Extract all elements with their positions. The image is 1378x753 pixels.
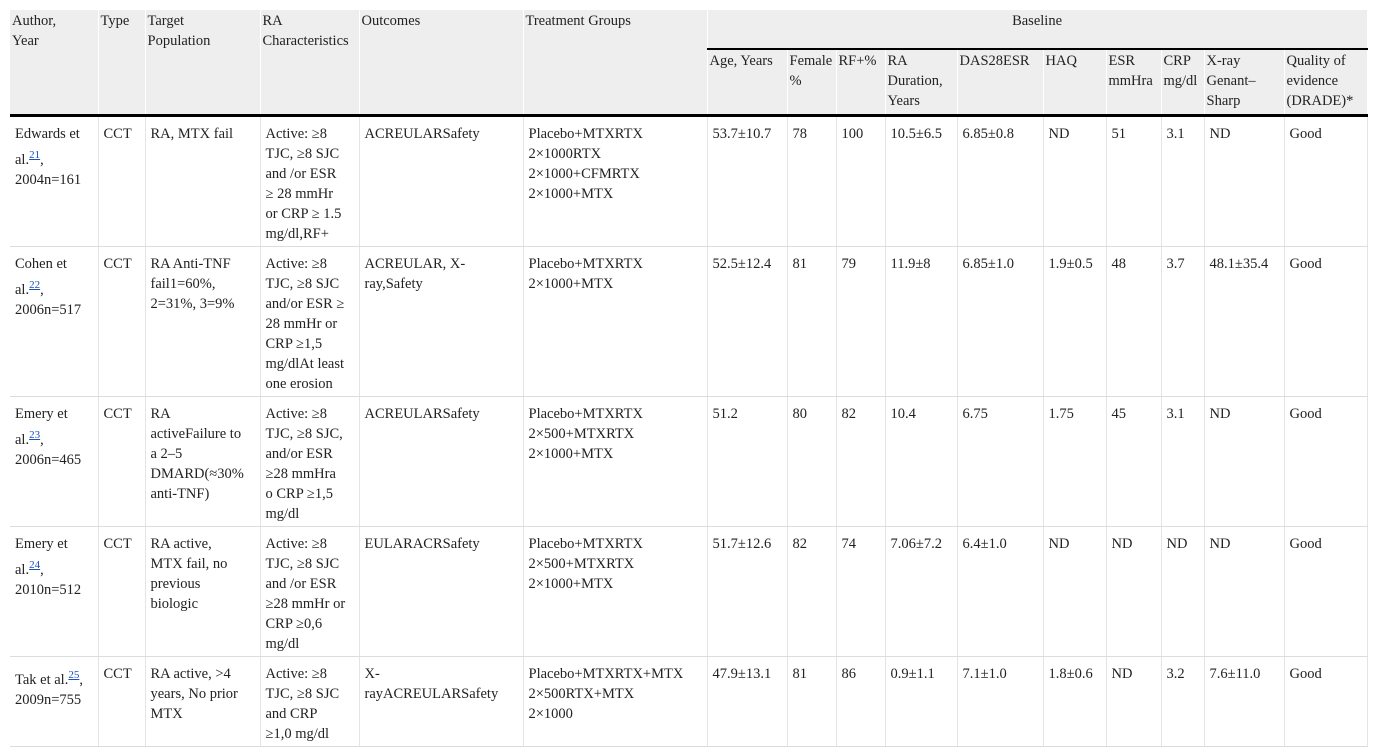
- cell-author-year: [10, 247, 98, 397]
- cell-line: rayACREULARSafety: [364, 686, 499, 702]
- cell-xray: ND: [1204, 527, 1284, 657]
- cell-quality: Good: [1284, 527, 1367, 657]
- cell-line: ray,Safety: [364, 276, 423, 292]
- cell-esr: 45: [1106, 397, 1161, 527]
- cell-treatment-groups: [523, 527, 707, 657]
- cell-ra-duration: 11.9±8: [885, 247, 957, 397]
- cell-target-population: [145, 116, 260, 247]
- cell-line: 2=31%, 3=9%: [150, 296, 235, 312]
- cell-author-year: [10, 527, 98, 657]
- cell-female: 82: [787, 527, 836, 657]
- cell-quality: Good: [1284, 247, 1367, 397]
- cell-ra-characteristics: [260, 657, 359, 747]
- cell-xray: ND: [1204, 116, 1284, 247]
- cell-line: Placebo+MTXRTX: [528, 406, 643, 422]
- cell-line: and /or ESR: [265, 166, 337, 182]
- cell-line: ACREULARSafety: [364, 406, 480, 422]
- cell-line: 2×1000RTX: [528, 146, 602, 162]
- cell-haq: 1.8±0.6: [1043, 657, 1106, 747]
- cell-line: TJC, ≥8 SJC: [265, 686, 340, 702]
- cell-rf: 100: [836, 116, 885, 247]
- cell-line: mg/dl: [265, 636, 300, 652]
- col-esr: ESR mmHra: [1106, 49, 1161, 116]
- reference-link[interactable]: 24: [29, 559, 41, 571]
- cell-quality: Good: [1284, 657, 1367, 747]
- cell-line: 2×1000+CFMRTX: [528, 166, 640, 182]
- author-text: ,: [40, 151, 44, 168]
- cell-line: TJC, ≥8 SJC: [265, 276, 340, 292]
- cell-author-year: [10, 657, 98, 747]
- cell-age: 51.7±12.6: [707, 527, 787, 657]
- cell-line: EULARACRSafety: [364, 536, 480, 552]
- cell-line: 2×500+MTXRTX: [528, 556, 635, 572]
- cell-esr: 48: [1106, 247, 1161, 397]
- cell-target-population: [145, 527, 260, 657]
- author-text: Emery et: [15, 406, 68, 422]
- cell-ra-duration: 10.4: [885, 397, 957, 527]
- author-text: 2009n=755: [15, 691, 82, 708]
- cell-line: one erosion: [265, 376, 333, 392]
- cell-rf: 79: [836, 247, 885, 397]
- cell-age: 47.9±13.1: [707, 657, 787, 747]
- cell-ra-characteristics: [260, 397, 359, 527]
- col-quality: Quality of evidence (DRADE)*: [1284, 49, 1367, 116]
- cell-line: a 2–5: [150, 446, 183, 462]
- cell-line: previous: [150, 576, 201, 592]
- cell-line: and/or ESR ≥: [265, 296, 345, 312]
- cell-line: 28 mmHr or: [265, 316, 338, 332]
- cell-line: RA: [150, 406, 171, 422]
- cell-crp: 3.1: [1161, 116, 1204, 247]
- author-text: al.: [15, 281, 30, 298]
- cell-line: RA active,: [150, 536, 212, 552]
- author-text: ,: [40, 561, 44, 578]
- cell-type: CCT: [98, 247, 145, 397]
- author-text: 2010n=512: [15, 581, 82, 598]
- cell-line: 2×1000: [528, 706, 573, 722]
- col-rf: RF+%: [836, 49, 885, 116]
- cell-das28esr: 6.75: [957, 397, 1043, 527]
- col-crp: CRP mg/dl: [1161, 49, 1204, 116]
- cell-line: mg/dl,RF+: [265, 226, 329, 242]
- cell-line: Placebo+MTXRTX+MTX: [528, 666, 684, 682]
- cell-ra-duration: 0.9±1.1: [885, 657, 957, 747]
- cell-line: biologic: [150, 596, 199, 612]
- cell-crp: 3.7: [1161, 247, 1204, 397]
- author-text: 2006n=465: [15, 451, 82, 468]
- author-text: Emery et: [15, 536, 68, 552]
- cell-line: and CRP: [265, 706, 318, 722]
- cell-line: Active: ≥8: [265, 406, 328, 422]
- col-haq: HAQ: [1043, 49, 1106, 116]
- cell-ra-characteristics: [260, 247, 359, 397]
- cell-crp: 3.2: [1161, 657, 1204, 747]
- cell-line: CRP ≥0,6: [265, 616, 323, 632]
- cell-line: activeFailure to: [150, 426, 242, 442]
- reference-link[interactable]: 25: [68, 669, 80, 681]
- cell-das28esr: 6.85±1.0: [957, 247, 1043, 397]
- cell-crp: 3.1: [1161, 397, 1204, 527]
- cell-line: Placebo+MTXRTX: [528, 256, 643, 272]
- cell-ra-duration: 10.5±6.5: [885, 116, 957, 247]
- cell-outcomes: [359, 657, 523, 747]
- cell-author-year: [10, 116, 98, 247]
- cell-line: MTX: [150, 706, 183, 722]
- cell-treatment-groups: [523, 116, 707, 247]
- cell-type: CCT: [98, 527, 145, 657]
- cell-treatment-groups: [523, 247, 707, 397]
- cell-ra-characteristics: [260, 116, 359, 247]
- cell-line: Active: ≥8: [265, 126, 328, 142]
- cell-esr: 51: [1106, 116, 1161, 247]
- cell-haq: ND: [1043, 116, 1106, 247]
- reference-link[interactable]: 22: [29, 279, 41, 291]
- author-text: al.: [15, 151, 30, 168]
- cell-line: 2×500RTX+MTX: [528, 686, 635, 702]
- cell-line: RA Anti-TNF: [150, 256, 231, 272]
- cell-age: 52.5±12.4: [707, 247, 787, 397]
- cell-das28esr: 7.1±1.0: [957, 657, 1043, 747]
- col-ra-duration: RA Duration, Years: [885, 49, 957, 116]
- cell-outcomes: [359, 116, 523, 247]
- cell-line: mg/dlAt least: [265, 356, 345, 372]
- cell-line: DMARD(≈30%: [150, 466, 244, 482]
- cell-line: o CRP ≥1,5: [265, 486, 333, 502]
- author-text: ,: [40, 431, 44, 448]
- table-row: [10, 657, 1367, 747]
- col-type: Type: [98, 10, 145, 116]
- cell-line: Active: ≥8: [265, 666, 328, 682]
- cell-age: 51.2: [707, 397, 787, 527]
- cell-line: Active: ≥8: [265, 256, 328, 272]
- cell-treatment-groups: [523, 397, 707, 527]
- author-text: Tak et al.: [15, 671, 69, 688]
- cell-target-population: [145, 657, 260, 747]
- studies-table: [10, 10, 1368, 747]
- cell-line: 2×1000+MTX: [528, 186, 614, 202]
- cell-haq: ND: [1043, 527, 1106, 657]
- cell-line: RA, MTX fail: [150, 126, 234, 142]
- cell-line: RA active, >4: [150, 666, 231, 682]
- cell-rf: 82: [836, 397, 885, 527]
- cell-esr: ND: [1106, 527, 1161, 657]
- cell-line: and/or ESR: [265, 446, 333, 462]
- cell-line: fail1=60%,: [150, 276, 216, 292]
- col-das28esr: DAS28ESR: [957, 49, 1043, 116]
- cell-line: ACREULAR, X-: [364, 256, 466, 272]
- author-text: 2006n=517: [15, 301, 82, 318]
- cell-line: ≥28 mmHr or: [265, 596, 346, 612]
- cell-target-population: [145, 247, 260, 397]
- author-text: 2004n=161: [15, 171, 82, 188]
- cell-outcomes: [359, 527, 523, 657]
- cell-ra-duration: 7.06±7.2: [885, 527, 957, 657]
- col-outcomes: Outcomes: [359, 10, 523, 116]
- cell-treatment-groups: [523, 657, 707, 747]
- cell-author-year: [10, 397, 98, 527]
- cell-line: or CRP ≥ 1.5: [265, 206, 342, 222]
- cell-quality: Good: [1284, 397, 1367, 527]
- cell-line: 2×1000+MTX: [528, 576, 614, 592]
- table-row: [10, 527, 1367, 657]
- cell-age: 53.7±10.7: [707, 116, 787, 247]
- col-target-population: Target Population: [145, 10, 260, 116]
- cell-line: 2×500+MTXRTX: [528, 426, 635, 442]
- cell-rf: 86: [836, 657, 885, 747]
- cell-line: TJC, ≥8 SJC: [265, 146, 340, 162]
- cell-target-population: [145, 397, 260, 527]
- cell-outcomes: [359, 397, 523, 527]
- cell-crp: ND: [1161, 527, 1204, 657]
- author-text: ,: [79, 671, 83, 688]
- cell-rf: 74: [836, 527, 885, 657]
- cell-line: ≥ 28 mmHr: [265, 186, 334, 202]
- cell-ra-characteristics: [260, 527, 359, 657]
- cell-line: X-: [364, 666, 380, 682]
- cell-line: Placebo+MTXRTX: [528, 536, 643, 552]
- cell-line: ≥1,0 mg/dl: [265, 726, 330, 742]
- col-xray: X-ray Genant– Sharp: [1204, 49, 1284, 116]
- author-text: Edwards et: [15, 126, 80, 142]
- cell-line: CRP ≥1,5: [265, 336, 323, 352]
- cell-das28esr: 6.4±1.0: [957, 527, 1043, 657]
- col-baseline: Baseline: [707, 10, 1367, 49]
- cell-outcomes: [359, 247, 523, 397]
- author-text: al.: [15, 561, 30, 578]
- cell-esr: ND: [1106, 657, 1161, 747]
- cell-line: and /or ESR: [265, 576, 337, 592]
- cell-line: 2×1000+MTX: [528, 276, 614, 292]
- author-text: Cohen et: [15, 256, 67, 272]
- col-treatment-groups: Treatment Groups: [523, 10, 707, 116]
- col-author-year: Author, Year: [10, 10, 98, 116]
- cell-line: Placebo+MTXRTX: [528, 126, 643, 142]
- table-row: [10, 247, 1367, 397]
- cell-line: 2×1000+MTX: [528, 446, 614, 462]
- cell-type: CCT: [98, 657, 145, 747]
- reference-link[interactable]: 21: [29, 149, 41, 161]
- cell-line: Active: ≥8: [265, 536, 328, 552]
- cell-line: anti-TNF): [150, 486, 210, 502]
- cell-xray: 7.6±11.0: [1204, 657, 1284, 747]
- cell-quality: Good: [1284, 116, 1367, 247]
- table-row: [10, 397, 1367, 527]
- cell-line: TJC, ≥8 SJC: [265, 556, 340, 572]
- cell-line: MTX fail, no: [150, 556, 228, 572]
- col-ra-characteristics: RA Characteristics: [260, 10, 359, 116]
- cell-line: TJC, ≥8 SJC,: [265, 426, 343, 442]
- cell-female: 81: [787, 657, 836, 747]
- author-text: al.: [15, 431, 30, 448]
- cell-female: 81: [787, 247, 836, 397]
- cell-type: CCT: [98, 116, 145, 247]
- cell-line: ≥28 mmHra: [265, 466, 336, 482]
- cell-haq: 1.9±0.5: [1043, 247, 1106, 397]
- cell-type: CCT: [98, 397, 145, 527]
- col-female: Female %: [787, 49, 836, 116]
- cell-xray: 48.1±35.4: [1204, 247, 1284, 397]
- table-row: [10, 116, 1367, 247]
- cell-line: mg/dl: [265, 506, 300, 522]
- col-age: Age, Years: [707, 49, 787, 116]
- cell-das28esr: 6.85±0.8: [957, 116, 1043, 247]
- cell-line: ACREULARSafety: [364, 126, 480, 142]
- cell-female: 80: [787, 397, 836, 527]
- author-text: ,: [40, 281, 44, 298]
- cell-line: years, No prior: [150, 686, 238, 702]
- cell-haq: 1.75: [1043, 397, 1106, 527]
- cell-female: 78: [787, 116, 836, 247]
- reference-link[interactable]: 23: [29, 429, 41, 441]
- cell-xray: ND: [1204, 397, 1284, 527]
